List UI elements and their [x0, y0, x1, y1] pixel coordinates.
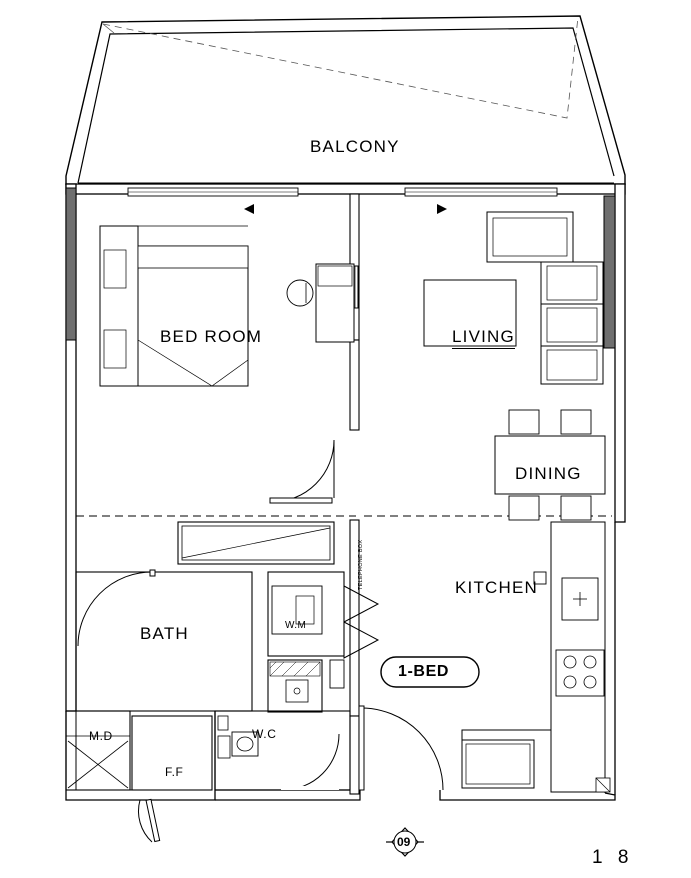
kitchen-fixtures [462, 522, 610, 792]
telephone-box-label: TELEPHONE BOX [358, 539, 364, 590]
unit-type-label: 1-BED [398, 663, 450, 680]
room-label-maids-dressing: M.D [89, 729, 113, 743]
room-label-floor-finish: F.F [165, 765, 184, 779]
bedroom-furniture [100, 226, 354, 386]
living-furniture [424, 212, 603, 384]
room-label-living: LIVING [452, 327, 515, 349]
room-label-balcony: BALCONY [310, 137, 400, 156]
room-label-bed-room: BED ROOM [160, 327, 263, 346]
room-label-kitchen: KITCHEN [455, 578, 539, 597]
room-label-water-closet: W.C [252, 727, 277, 741]
balcony-outline [66, 16, 625, 185]
unit-number-label: 09 [397, 835, 411, 849]
room-label-bath: BATH [140, 624, 189, 643]
room-label-washing-machine: W.M [285, 620, 307, 631]
sheet-number-label: 1 8 [592, 847, 634, 868]
room-label-dining: DINING [515, 464, 582, 483]
